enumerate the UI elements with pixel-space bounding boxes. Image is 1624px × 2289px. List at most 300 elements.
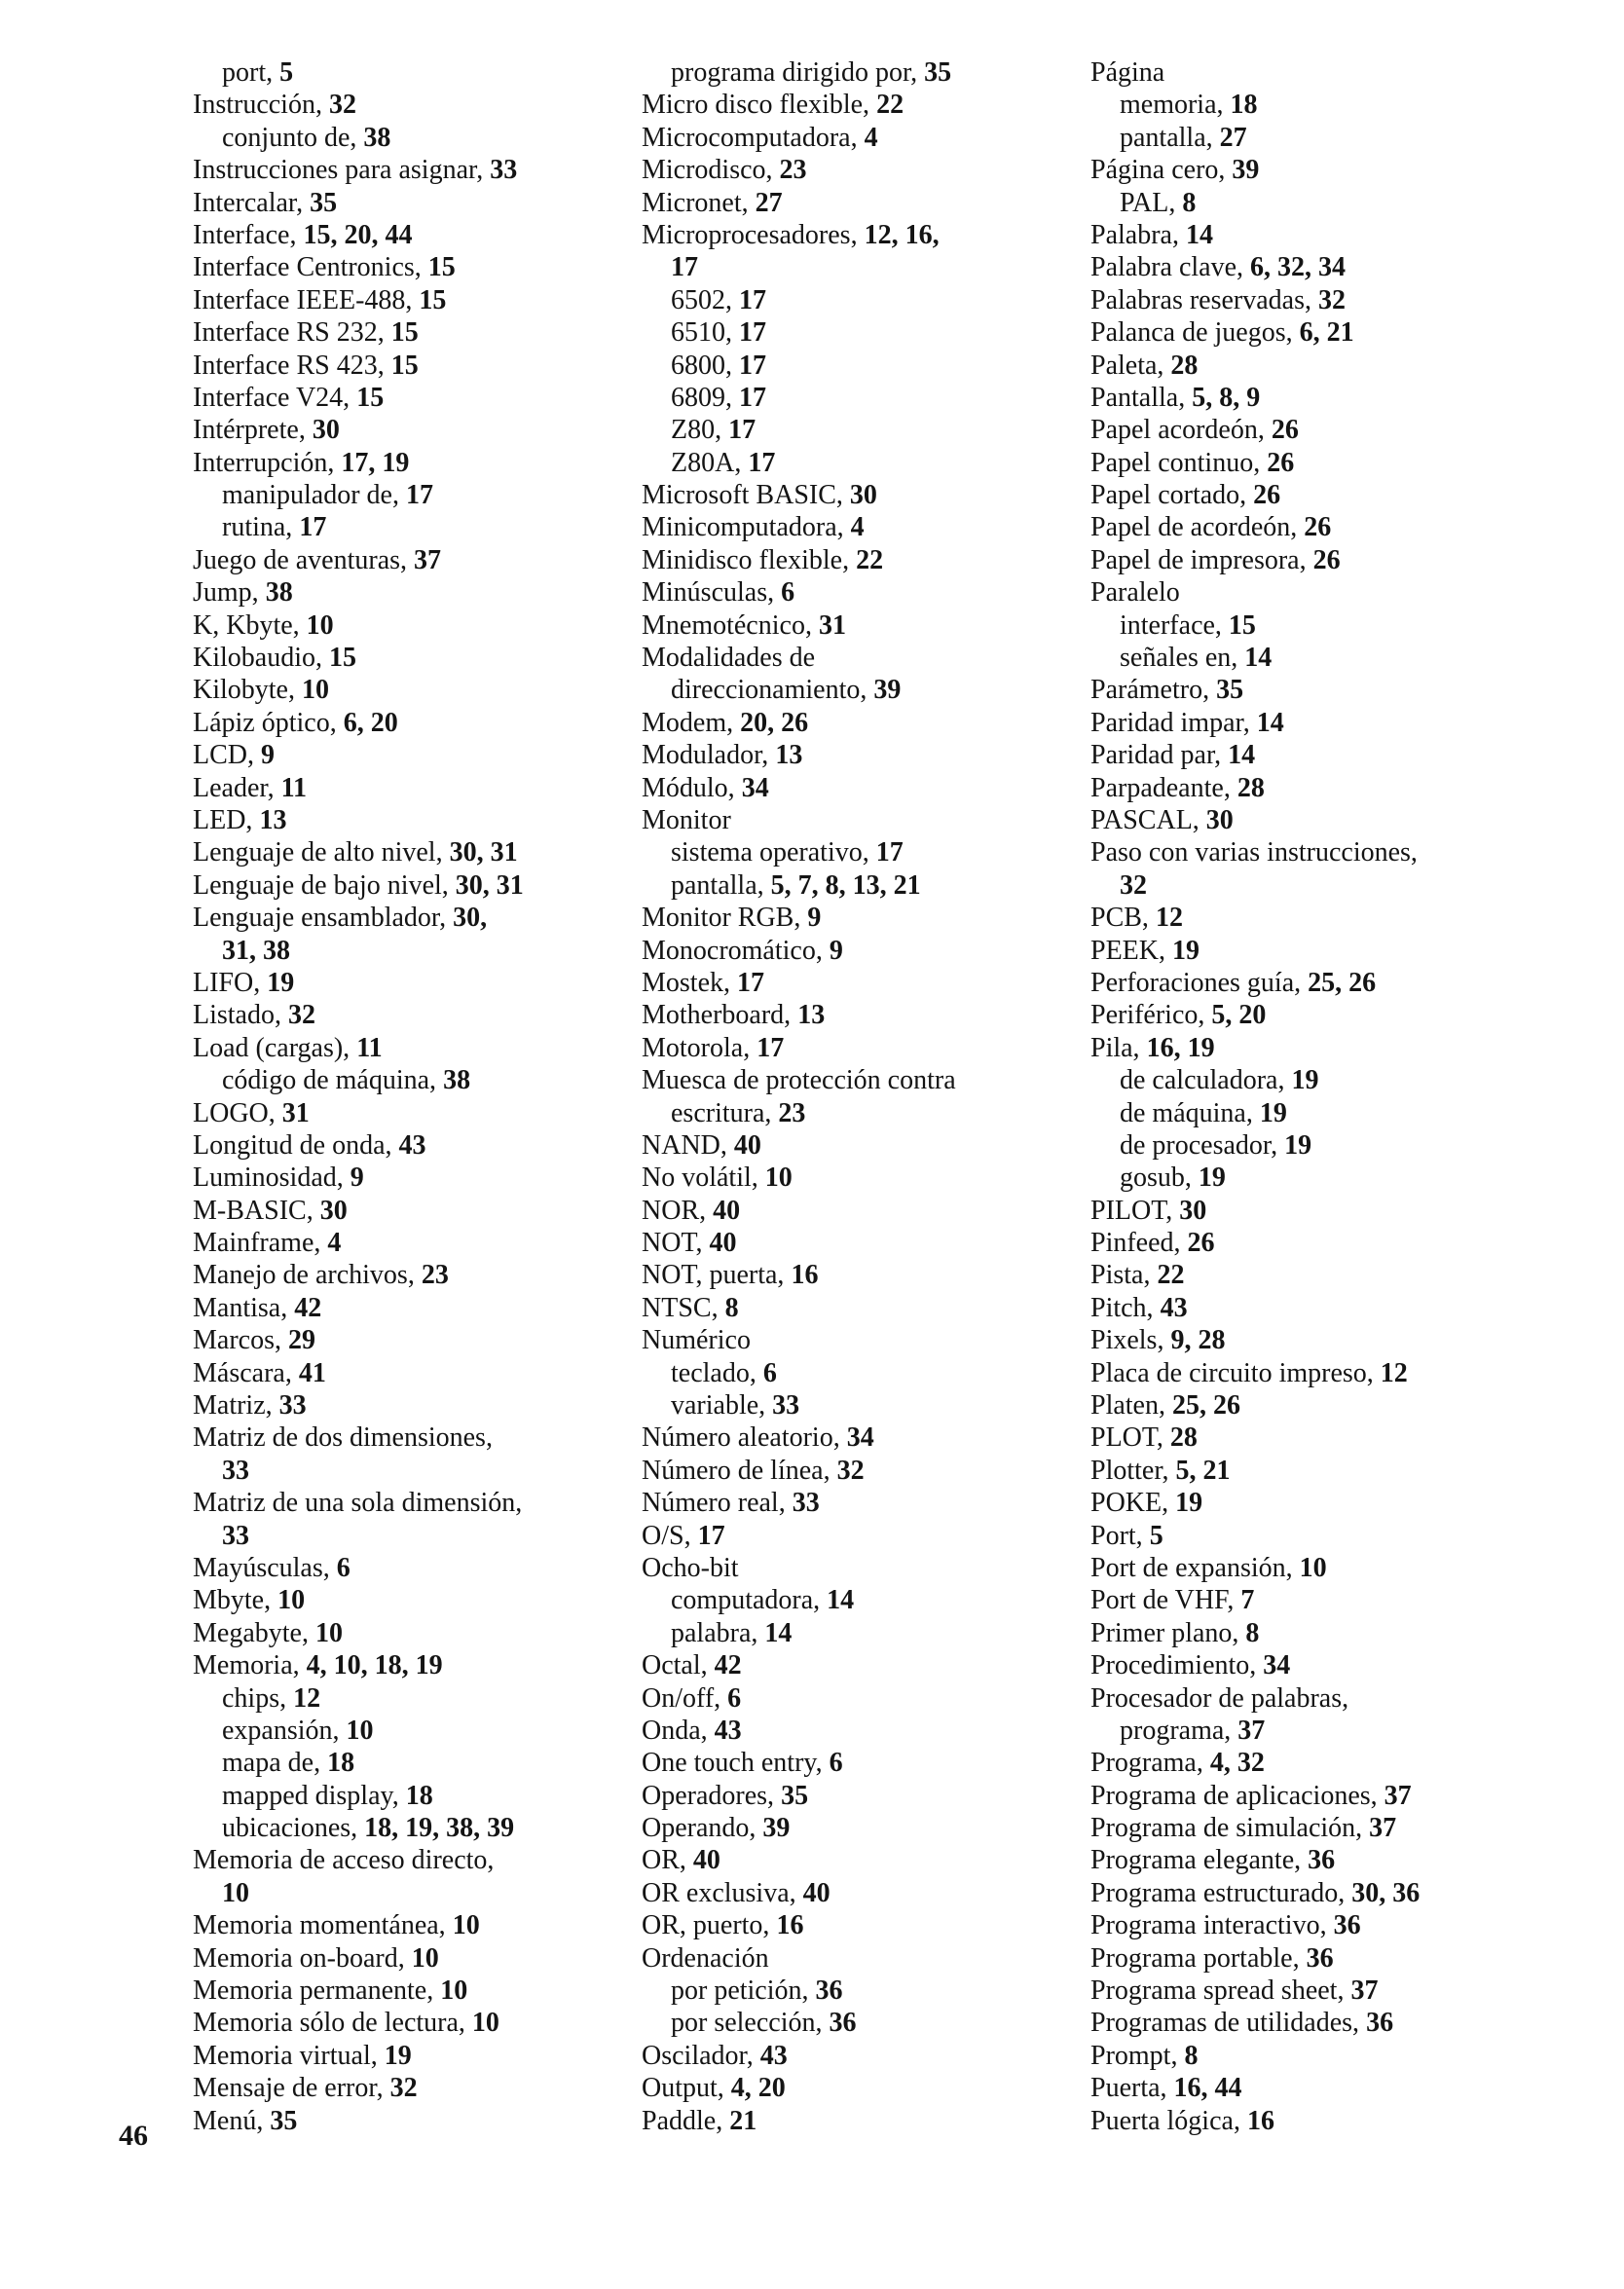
index-subentry: [193, 1064, 621, 1096]
index-entry: [193, 609, 621, 642]
entry-term: Modem,: [642, 707, 741, 738]
entry-page-refs: 9: [807, 903, 822, 934]
entry-page-refs: 36: [829, 2008, 857, 2039]
entry-page-refs: 13: [775, 740, 803, 771]
entry-term: Minicomputadora,: [642, 512, 851, 543]
entry-term: No volátil,: [642, 1163, 765, 1194]
entry-term: Micronet,: [642, 187, 756, 218]
index-entry: [193, 1032, 621, 1064]
entry-page-refs: 25, 26: [1172, 1390, 1240, 1421]
entry-term: Lenguaje de bajo nivel,: [193, 869, 456, 901]
entry-term: pantalla,: [671, 869, 771, 901]
entry-page-refs: 5: [1149, 1520, 1163, 1551]
index-entry: [1090, 935, 1519, 967]
entry-term: Página: [1090, 57, 1165, 88]
entry-term: Programas de utilidades,: [1090, 2008, 1367, 2039]
index-subentry: [1090, 869, 1519, 902]
index-entry: [642, 642, 1070, 674]
entry-page-refs: 19: [384, 2040, 412, 2071]
index-entry: [642, 707, 1070, 739]
entry-term: Número real,: [642, 1488, 793, 1519]
index-entry: [193, 1584, 621, 1616]
entry-page-refs: 32: [836, 1455, 865, 1486]
entry-page-refs: 18, 19, 38, 39: [364, 1813, 515, 1844]
entry-term: OR,: [642, 1845, 693, 1876]
entry-term: K, Kbyte,: [193, 609, 307, 641]
entry-term: Ocho-bit: [642, 1552, 739, 1583]
index-entry: [1090, 707, 1519, 739]
entry-term: Matriz,: [193, 1390, 279, 1421]
entry-term: Mayúsculas,: [193, 1552, 337, 1583]
entry-page-refs: 36: [815, 1975, 843, 2007]
entry-term: Palanca de juegos,: [1090, 317, 1300, 349]
index-subentry: [642, 1584, 1070, 1616]
index-subentry: [642, 836, 1070, 868]
entry-page-refs: 38: [443, 1065, 471, 1096]
index-subentry: [642, 56, 1070, 89]
entry-page-refs: 26: [1187, 1228, 1215, 1259]
index-entry: [193, 284, 621, 316]
entry-page-refs: 6: [781, 577, 795, 609]
entry-page-refs: 30: [849, 480, 877, 511]
entry-page-refs: 5, 20: [1211, 1000, 1267, 1031]
entry-term: de calculadora,: [1120, 1065, 1292, 1096]
entry-term: PLOT,: [1090, 1422, 1170, 1454]
index-entry: [642, 89, 1070, 121]
index-subentry: [642, 1389, 1070, 1421]
entry-term: M-BASIC,: [193, 1195, 320, 1226]
index-entry: [193, 89, 621, 121]
entry-term: Monitor RGB,: [642, 903, 808, 934]
index-entry: [193, 1844, 621, 1876]
entry-page-refs: 38: [265, 577, 293, 609]
entry-term: LED,: [193, 804, 260, 835]
entry-term: por selección,: [671, 2008, 830, 2039]
entry-term: NAND,: [642, 1129, 734, 1161]
index-entry: [193, 999, 621, 1031]
entry-page-refs: 26: [1312, 544, 1341, 575]
index-entry: [642, 1715, 1070, 1747]
entry-page-refs: 14: [1228, 740, 1256, 771]
index-subentry: [642, 674, 1070, 706]
entry-term: Pitch,: [1090, 1292, 1161, 1323]
entry-page-refs: 40: [802, 1877, 830, 1908]
entry-term: Mnemotécnico,: [642, 609, 819, 641]
index-entry: [1090, 350, 1519, 382]
entry-page-refs: 40: [709, 1228, 737, 1259]
entry-term: Programa de simulación,: [1090, 1813, 1370, 1844]
index-subentry: [193, 935, 621, 967]
index-entry: [193, 1649, 621, 1681]
index-entry: [193, 544, 621, 576]
entry-term: Memoria de acceso directo,: [193, 1845, 495, 1876]
index-subentry: [1090, 1715, 1519, 1747]
entry-term: Paridad par,: [1090, 740, 1229, 771]
entry-term: Platen,: [1090, 1390, 1172, 1421]
entry-term: escritura,: [671, 1097, 779, 1128]
index-entry: [193, 804, 621, 836]
entry-page-refs: 10: [471, 2008, 499, 2039]
entry-term: Parpadeante,: [1090, 772, 1237, 803]
entry-page-refs: 4: [864, 122, 878, 153]
index-subentry: [1090, 1162, 1519, 1194]
entry-page-refs: 36: [1306, 1942, 1334, 1974]
index-entry: [193, 1292, 621, 1324]
entry-page-refs: 9: [829, 935, 843, 966]
entry-page-refs: 33: [490, 155, 518, 186]
entry-page-refs: 27: [1219, 122, 1247, 153]
entry-page-refs: 26: [1267, 447, 1295, 478]
index-entry: [193, 1129, 621, 1162]
entry-term: pantalla,: [1120, 122, 1220, 153]
index-entry: [1090, 2072, 1519, 2104]
entry-term: Paleta,: [1090, 350, 1171, 381]
entry-page-refs: 38: [363, 122, 391, 153]
entry-term: Pila,: [1090, 1032, 1147, 1063]
entry-term: de procesador,: [1120, 1129, 1285, 1161]
entry-page-refs: 18: [327, 1748, 355, 1779]
entry-page-refs: 15: [1228, 609, 1256, 641]
index-entry: [642, 1747, 1070, 1779]
index-column-3: [1090, 56, 1519, 2137]
index-entry: [1090, 544, 1519, 576]
index-entry: [193, 1975, 621, 2007]
index-subentry: [642, 1357, 1070, 1389]
entry-page-refs: 37: [414, 544, 442, 575]
entry-page-refs: 13: [797, 1000, 826, 1031]
index-entry: [642, 2040, 1070, 2072]
index-entry: [193, 1162, 621, 1194]
entry-page-refs: 39: [762, 1813, 791, 1844]
index-entry: [193, 2072, 621, 2104]
index-entry: [642, 999, 1070, 1031]
entry-page-refs: 35: [270, 2105, 298, 2136]
index-entry: [193, 1617, 621, 1649]
entry-page-refs: 30: [1179, 1195, 1207, 1226]
entry-term: Luminosidad,: [193, 1163, 351, 1194]
entry-page-refs: 9: [350, 1163, 364, 1194]
index-entry: [1090, 219, 1519, 251]
page-number: 46: [119, 2120, 148, 2152]
entry-page-refs: 28: [1170, 350, 1199, 381]
entry-term: PAL,: [1120, 187, 1183, 218]
index-entry: [1090, 967, 1519, 999]
index-entry: [1090, 1975, 1519, 2007]
index-entry: [193, 1942, 621, 1975]
entry-term: Programa interactivo,: [1090, 1910, 1334, 1941]
index-entry: [1090, 1877, 1519, 1909]
entry-term: Modalidades de: [642, 643, 816, 674]
entry-term: Memoria permanente,: [193, 1975, 441, 2007]
index-entry: [193, 154, 621, 186]
index-entry: [642, 122, 1070, 154]
index-entry: [1090, 511, 1519, 543]
entry-term: On/off,: [642, 1682, 728, 1714]
entry-page-refs: 23: [779, 155, 807, 186]
index-entry: [1090, 1780, 1519, 1812]
entry-page-refs: 17, 19: [341, 447, 410, 478]
entry-page-refs: 10: [346, 1715, 374, 1746]
entry-term: mapped display,: [222, 1780, 406, 1811]
index-entry: [642, 739, 1070, 771]
entry-page-refs: 22: [1157, 1260, 1185, 1291]
entry-page-refs: 41: [298, 1357, 326, 1388]
entry-term: mapa de,: [222, 1748, 328, 1779]
index-entry: [1090, 1812, 1519, 1844]
index-subentry: [1090, 642, 1519, 674]
index-entry: [1090, 1259, 1519, 1291]
index-entry: [642, 1487, 1070, 1519]
index-entry: [1090, 1487, 1519, 1519]
entry-page-refs: 30: [319, 1195, 348, 1226]
entry-term: Instrucción,: [193, 90, 329, 121]
index-entry: [1090, 739, 1519, 771]
entry-term: PEEK,: [1090, 935, 1172, 966]
entry-term: direccionamiento,: [671, 675, 874, 706]
index-entry: [642, 154, 1070, 186]
index-entry: [1090, 1909, 1519, 1941]
index-entry: [193, 869, 621, 902]
index-entry: [642, 1324, 1070, 1356]
entry-term: código de máquina,: [222, 1065, 444, 1096]
index-subentry: [193, 1715, 621, 1747]
entry-term: Procesador de palabras,: [1090, 1682, 1349, 1714]
index-entry: [193, 2040, 621, 2072]
index-subentry: [193, 479, 621, 511]
entry-term: Listado,: [193, 1000, 288, 1031]
entry-term: Port,: [1090, 1520, 1150, 1551]
entry-page-refs: 17: [728, 415, 757, 446]
index-subentry: [193, 1877, 621, 1909]
index-entry: [1090, 1357, 1519, 1389]
index-entry: [1090, 316, 1519, 349]
entry-term: Parámetro,: [1090, 675, 1217, 706]
entry-page-refs: 4, 20: [730, 2073, 786, 2104]
entry-page-refs: 21: [729, 2105, 757, 2136]
entry-term: 6502,: [671, 284, 739, 315]
entry-page-refs: 7: [1240, 1585, 1255, 1616]
entry-page-refs: 13: [259, 804, 287, 835]
entry-page-refs: 31, 38: [222, 935, 290, 966]
index-entry: [642, 772, 1070, 804]
index-entry: [193, 739, 621, 771]
index-entry: [1090, 1195, 1519, 1227]
entry-page-refs: 17: [739, 284, 766, 315]
entry-term: Papel acordeón,: [1090, 415, 1272, 446]
entry-page-refs: 19: [1172, 935, 1200, 966]
index-entry: [642, 967, 1070, 999]
index-entry: [193, 1389, 621, 1421]
entry-term: Monocromático,: [642, 935, 830, 966]
entry-term: Módulo,: [642, 772, 742, 803]
entry-term: interface,: [1120, 609, 1229, 641]
entry-page-refs: 22: [856, 544, 884, 575]
entry-term: Programa de aplicaciones,: [1090, 1780, 1384, 1811]
index-entry: [193, 1487, 621, 1519]
entry-term: sistema operativo,: [671, 837, 876, 868]
entry-term: NTSC,: [642, 1292, 725, 1323]
index-entry: [193, 2105, 621, 2137]
index-entry: [193, 642, 621, 674]
index-subentry: [642, 869, 1070, 902]
index-subentry: [1090, 122, 1519, 154]
entry-page-refs: 35: [924, 57, 952, 88]
entry-term: Kilobyte,: [193, 675, 302, 706]
entry-page-refs: 26: [1304, 512, 1332, 543]
index-entry: [193, 1097, 621, 1129]
entry-term: Memoria on-board,: [193, 1942, 412, 1974]
index-entry: [193, 2007, 621, 2039]
entry-page-refs: 9, 28: [1170, 1325, 1226, 1356]
entry-page-refs: 17: [697, 1520, 725, 1551]
entry-page-refs: 18: [1230, 90, 1258, 121]
entry-term: Lenguaje ensamblador,: [193, 903, 454, 934]
entry-page-refs: 33: [278, 1390, 307, 1421]
index-entry: [193, 1324, 621, 1356]
entry-term: ubicaciones,: [222, 1813, 365, 1844]
index-subentry: [1090, 187, 1519, 219]
entry-term: Lápiz óptico,: [193, 707, 344, 738]
entry-page-refs: 33: [222, 1520, 249, 1551]
entry-term: PCB,: [1090, 903, 1156, 934]
index-subentry: [642, 1617, 1070, 1649]
entry-page-refs: 26: [1253, 480, 1281, 511]
index-subentry: [642, 1097, 1070, 1129]
entry-term: POKE,: [1090, 1488, 1176, 1519]
entry-page-refs: 14: [1185, 219, 1213, 250]
entry-page-refs: 8: [1245, 1617, 1260, 1648]
index-entry: [642, 1942, 1070, 1975]
entry-term: LIFO,: [193, 967, 268, 998]
entry-term: LCD,: [193, 740, 261, 771]
entry-term: Minidisco flexible,: [642, 544, 857, 575]
entry-term: Primer plano,: [1090, 1617, 1246, 1648]
entry-page-refs: 37: [1369, 1813, 1397, 1844]
entry-page-refs: 15: [329, 643, 356, 674]
entry-term: Programa portable,: [1090, 1942, 1307, 1974]
entry-term: programa,: [1120, 1715, 1238, 1746]
entry-term: Interface RS 423,: [193, 350, 391, 381]
entry-term: memoria,: [1120, 90, 1231, 121]
entry-term: Matriz de dos dimensiones,: [193, 1422, 493, 1454]
entry-page-refs: 10: [314, 1617, 343, 1648]
entry-term: Juego de aventuras,: [193, 544, 415, 575]
index-entry: [193, 447, 621, 479]
entry-page-refs: 32: [288, 1000, 315, 1031]
entry-term: Intérprete,: [193, 415, 313, 446]
index-entry: [1090, 447, 1519, 479]
entry-term: Programa elegante,: [1090, 1845, 1309, 1876]
entry-page-refs: 28: [1169, 1422, 1198, 1454]
entry-term: Papel cortado,: [1090, 480, 1254, 511]
entry-term: NOR,: [642, 1195, 714, 1226]
entry-page-refs: 40: [713, 1195, 741, 1226]
entry-term: expansión,: [222, 1715, 347, 1746]
entry-page-refs: 19: [267, 967, 295, 998]
entry-page-refs: 30, 36: [1351, 1877, 1421, 1908]
index-entry: [193, 902, 621, 934]
entry-page-refs: 30, 31: [449, 837, 518, 868]
index-subentry: [642, 316, 1070, 349]
entry-page-refs: 10: [302, 675, 329, 706]
index-entry: [193, 967, 621, 999]
entry-page-refs: 11: [280, 772, 308, 803]
entry-page-refs: 36: [1308, 1845, 1336, 1876]
entry-term: Paso con varias instrucciones,: [1090, 837, 1418, 868]
entry-term: Mensaje de error,: [193, 2073, 390, 2104]
index-entry: [1090, 1520, 1519, 1552]
entry-page-refs: 5, 21: [1175, 1455, 1231, 1486]
entry-term: Interface Centronics,: [193, 252, 428, 283]
entry-term: Leader,: [193, 772, 281, 803]
entry-term: O/S,: [642, 1520, 698, 1551]
entry-page-refs: 33: [222, 1455, 249, 1486]
index-subentry: [642, 251, 1070, 283]
entry-term: Página cero,: [1090, 155, 1233, 186]
entry-page-refs: 39: [1232, 155, 1260, 186]
entry-term: Pantalla,: [1090, 382, 1193, 413]
entry-term: Papel de impresora,: [1090, 544, 1313, 575]
index-entry: [193, 1357, 621, 1389]
entry-page-refs: 14: [1256, 707, 1284, 738]
entry-term: Marcos,: [193, 1325, 288, 1356]
entry-term: Ordenación: [642, 1942, 769, 1974]
entry-page-refs: 36: [1333, 1910, 1361, 1941]
index-subentry: [1090, 1064, 1519, 1096]
entry-term: chips,: [222, 1682, 294, 1714]
entry-term: Motorola,: [642, 1032, 757, 1063]
index-entry: [642, 1812, 1070, 1844]
entry-page-refs: 16: [1246, 2105, 1274, 2136]
index-subentry: [193, 1812, 621, 1844]
entry-term: Instrucciones para asignar,: [193, 155, 491, 186]
entry-term: Matriz de una sola dimensión,: [193, 1488, 523, 1519]
entry-page-refs: 5, 7, 8, 13, 21: [770, 869, 921, 901]
entry-term: Mostek,: [642, 967, 737, 998]
entry-page-refs: 8: [1182, 187, 1197, 218]
index-entry: [1090, 414, 1519, 446]
entry-page-refs: 37: [1350, 1975, 1379, 2007]
entry-term: Programa,: [1090, 1748, 1210, 1779]
index-subentry: [642, 2007, 1070, 2039]
entry-term: conjunto de,: [222, 122, 364, 153]
index-entry: [642, 1195, 1070, 1227]
index-entry: [1090, 902, 1519, 934]
entry-page-refs: 4: [850, 512, 865, 543]
entry-page-refs: 37: [1384, 1780, 1412, 1811]
index-entry: [193, 350, 621, 382]
entry-term: Interface RS 232,: [193, 317, 391, 349]
index-entry: [642, 1877, 1070, 1909]
entry-term: Memoria,: [193, 1650, 307, 1681]
index-entry: [642, 1909, 1070, 1941]
entry-term: Palabra,: [1090, 219, 1186, 250]
entry-page-refs: 8: [1184, 2040, 1199, 2071]
entry-term: 6809,: [671, 382, 739, 413]
index-entry: [642, 1129, 1070, 1162]
entry-page-refs: 34: [846, 1422, 874, 1454]
entry-page-refs: 23: [778, 1097, 806, 1128]
entry-term: Palabra clave,: [1090, 252, 1251, 283]
entry-page-refs: 4: [327, 1228, 342, 1259]
entry-term: Mantisa,: [193, 1292, 295, 1323]
entry-page-refs: 33: [772, 1390, 800, 1421]
entry-page-refs: 17: [757, 1032, 785, 1063]
entry-term: Número aleatorio,: [642, 1422, 847, 1454]
entry-page-refs: 43: [759, 2040, 788, 2071]
entry-term: computadora,: [671, 1585, 828, 1616]
entry-term: Operadores,: [642, 1780, 782, 1811]
